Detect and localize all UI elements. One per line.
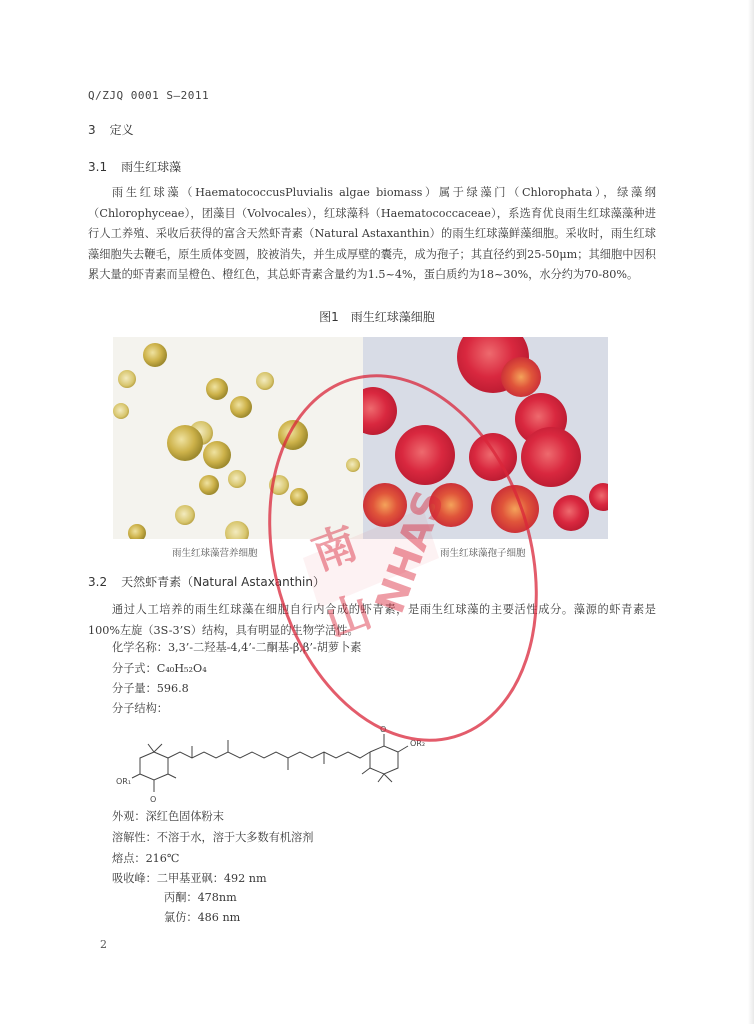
section-title: 雨生红球藻 <box>121 160 182 174</box>
svg-text:NHAS: NHAS <box>367 484 454 620</box>
or2-label: OR₂ <box>410 739 426 748</box>
figure-title: 图1 雨生红球藻细胞 <box>319 310 435 324</box>
svg-text:山: 山 <box>319 585 379 649</box>
definition-paragraph: 雨生红球藻（HaematococcusPluvialis algae biomass）属于绿藻门（Chlorophata），绿藻纲（Chlorophyceae），团藻目（Volvocales），红球藻科（Haematococcaceae），系选育优良雨生红球藻藻种进行人工养殖、采收后获得的富含天然虾青素（Natural Astaxanthin）的雨生红球藻鲜藻细胞。采收时，雨生红球藻细胞失去鞭毛，原生质体变圆，胶被消失，并生成厚壁的囊壳，成为孢子；其直径约到25-50μm；其细胞中因积累大量的虾青素而呈橙色、橙红色，其总虾青素含量约为1.5~4%，蛋白质约为18~30%，水分约为70-80%。 <box>88 186 656 281</box>
page-number: 2 <box>100 938 107 951</box>
absorption-acetone: 丙酮：478nm <box>164 891 237 904</box>
molecular-formula <box>112 660 207 676</box>
official-seal-stamp <box>263 358 543 758</box>
absorption-dmso: 二甲基亚砜：492 nm <box>156 872 267 885</box>
section-title: 天然虾青素（Natural Astaxanthin） <box>121 575 326 589</box>
figure-caption-right: 雨生红球藻孢子细胞 <box>440 548 526 559</box>
section-number: 3 <box>88 123 96 137</box>
section-3-1-heading <box>88 158 181 175</box>
solubility: 溶解性：不溶于水，溶于大多数有机溶剂 <box>112 831 314 844</box>
appearance: 外观：深红色固体粉末 <box>112 810 224 823</box>
section-number: 3.1 <box>88 160 108 174</box>
svg-text:南: 南 <box>305 517 365 581</box>
figure-caption-left: 雨生红球藻营养细胞 <box>172 548 258 559</box>
seal-image <box>263 358 543 758</box>
astaxanthin-paragraph: 通过人工培养的雨生红球藻在细胞自行内合成的虾青素，是雨生红球藻的主要活性成分。藻源的虾青素是100%左旋（3S-3’S）结构，具有明显的生物学活性。 <box>88 603 656 637</box>
doc-code-header: Q/ZJQ 0001 S—2011 <box>88 89 210 102</box>
melting-point: 熔点：216℃ <box>112 852 180 865</box>
scan-edge <box>748 0 754 1024</box>
section-title: 定义 <box>109 123 134 137</box>
oxygen-label-bottom: O <box>150 795 157 804</box>
structure-label: 分子结构： <box>112 702 168 715</box>
molecular-mass: 分子量：596.8 <box>112 682 189 695</box>
or1-label: OR₁ <box>116 777 132 786</box>
section-number: 3.2 <box>88 575 108 589</box>
formula-value: C₄₀H₅₂O₄ <box>156 662 207 675</box>
oxygen-label-top: O <box>380 725 387 734</box>
absorption-peak <box>112 870 267 886</box>
absorption-chloroform: 氯仿：486 nm <box>164 911 241 924</box>
section-3-heading <box>88 121 134 138</box>
chemical-name: 化学名称：3,3’-二羟基-4,4’-二酮基-β,β’-胡萝卜素 <box>112 641 362 654</box>
formula-label: 分子式： <box>112 662 157 675</box>
absorption-label: 吸收峰： <box>112 872 157 885</box>
